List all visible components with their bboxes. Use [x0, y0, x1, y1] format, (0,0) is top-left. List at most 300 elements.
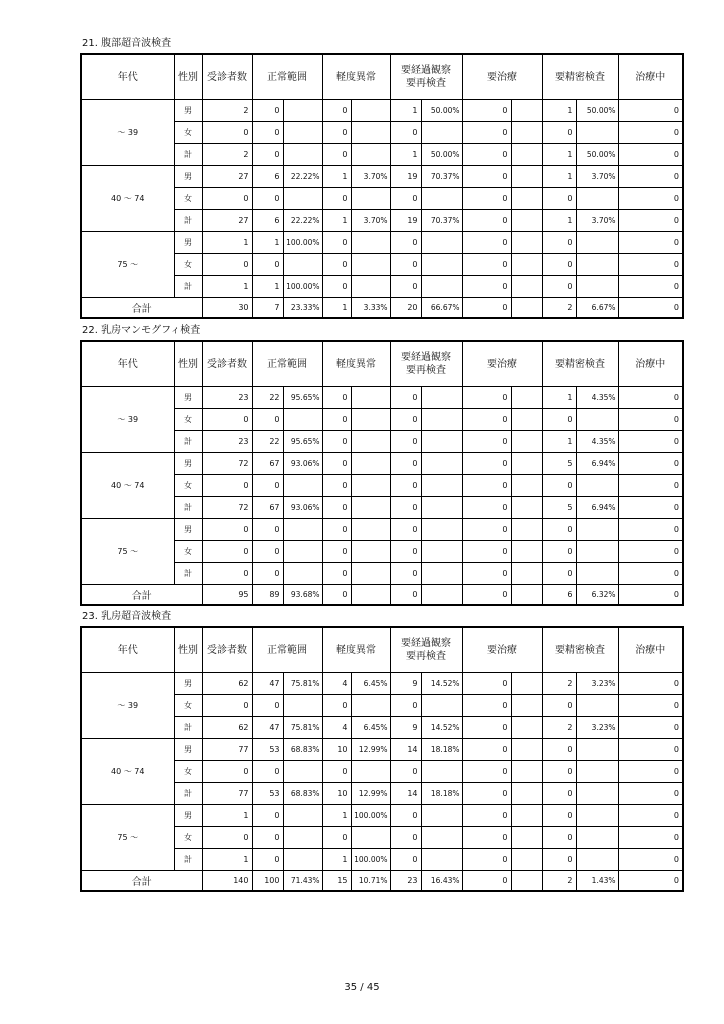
percent-cell-mild	[351, 475, 390, 497]
count-cell-mild: 0	[322, 409, 351, 431]
count-cell-treat: 0	[462, 541, 511, 563]
count-cell-n: 23	[202, 387, 252, 409]
count-cell-n: 0	[202, 563, 252, 585]
table-row	[81, 232, 683, 254]
total-count-obs: 0	[390, 585, 421, 606]
percent-cell-det: 50.00%	[576, 100, 618, 122]
total-count-mild: 15	[322, 871, 351, 892]
count-cell-under: 0	[618, 100, 683, 122]
total-count-obs: 20	[390, 298, 421, 319]
count-cell-mild: 10	[322, 783, 351, 805]
total-label: 合計	[81, 871, 202, 892]
total-percent-normal: 71.43%	[283, 871, 322, 892]
count-cell-n: 0	[202, 409, 252, 431]
count-cell-normal: 0	[252, 409, 283, 431]
header-mild: 軽度異常	[322, 627, 390, 673]
percent-cell-treat	[511, 475, 542, 497]
count-cell-treat: 0	[462, 453, 511, 475]
count-cell-obs: 0	[390, 254, 421, 276]
percent-cell-mild	[351, 519, 390, 541]
count-cell-under: 0	[618, 849, 683, 871]
percent-cell-mild	[351, 541, 390, 563]
percent-cell-mild	[351, 122, 390, 144]
total-count-under: 0	[618, 298, 683, 319]
percent-cell-treat	[511, 276, 542, 298]
percent-cell-obs	[421, 409, 462, 431]
count-cell-treat: 0	[462, 849, 511, 871]
count-cell-obs: 1	[390, 144, 421, 166]
header-observe	[390, 627, 462, 673]
sex-cell: 女	[174, 254, 202, 276]
percent-cell-normal	[283, 849, 322, 871]
sex-cell: 男	[174, 166, 202, 188]
total-percent-mild: 10.71%	[351, 871, 390, 892]
count-cell-under: 0	[618, 188, 683, 210]
count-cell-under: 0	[618, 276, 683, 298]
count-cell-under: 0	[618, 166, 683, 188]
count-cell-n: 2	[202, 144, 252, 166]
sex-cell: 男	[174, 453, 202, 475]
count-cell-obs: 0	[390, 541, 421, 563]
sex-cell: 計	[174, 717, 202, 739]
count-cell-treat: 0	[462, 783, 511, 805]
total-label: 合計	[81, 585, 202, 606]
count-cell-n: 0	[202, 122, 252, 144]
percent-cell-treat	[511, 739, 542, 761]
count-cell-under: 0	[618, 805, 683, 827]
age-group-cell: ～ 39	[81, 100, 174, 166]
header-observe-line2: 要再検査	[406, 365, 446, 376]
count-cell-det: 0	[542, 475, 576, 497]
percent-cell-obs	[421, 387, 462, 409]
total-count-mild: 1	[322, 298, 351, 319]
header-age: 年代	[81, 54, 174, 100]
count-cell-obs: 0	[390, 431, 421, 453]
count-cell-under: 0	[618, 695, 683, 717]
total-count-under: 0	[618, 871, 683, 892]
header-normal: 正常範囲	[252, 54, 322, 100]
sex-cell: 女	[174, 122, 202, 144]
count-cell-under: 0	[618, 409, 683, 431]
count-cell-obs: 9	[390, 717, 421, 739]
percent-cell-det	[576, 188, 618, 210]
header-sex: 性別	[174, 54, 202, 100]
percent-cell-treat	[511, 805, 542, 827]
count-cell-mild: 0	[322, 144, 351, 166]
percent-cell-obs: 18.18%	[421, 783, 462, 805]
percent-cell-mild	[351, 563, 390, 585]
percent-cell-mild: 6.45%	[351, 673, 390, 695]
header-age: 年代	[81, 341, 174, 387]
count-cell-treat: 0	[462, 387, 511, 409]
percent-cell-det: 50.00%	[576, 144, 618, 166]
percent-cell-obs: 14.52%	[421, 673, 462, 695]
percent-cell-normal: 22.22%	[283, 210, 322, 232]
count-cell-n: 1	[202, 232, 252, 254]
header-sex: 性別	[174, 341, 202, 387]
percent-cell-obs: 18.18%	[421, 739, 462, 761]
count-cell-treat: 0	[462, 673, 511, 695]
count-cell-n: 0	[202, 475, 252, 497]
sex-cell: 男	[174, 805, 202, 827]
total-percent-treat	[511, 585, 542, 606]
sex-cell: 計	[174, 497, 202, 519]
count-cell-normal: 0	[252, 563, 283, 585]
count-cell-normal: 0	[252, 100, 283, 122]
count-cell-n: 72	[202, 497, 252, 519]
header-examinees: 受診者数	[202, 627, 252, 673]
total-percent-mild: 3.33%	[351, 298, 390, 319]
count-cell-det: 0	[542, 783, 576, 805]
percent-cell-normal: 95.65%	[283, 431, 322, 453]
total-count-n: 140	[202, 871, 252, 892]
header-under-treatment: 治療中	[618, 341, 683, 387]
count-cell-n: 0	[202, 254, 252, 276]
count-cell-n: 27	[202, 210, 252, 232]
total-percent-obs: 66.67%	[421, 298, 462, 319]
count-cell-normal: 0	[252, 144, 283, 166]
count-cell-normal: 67	[252, 453, 283, 475]
header-row	[81, 341, 683, 387]
percent-cell-normal	[283, 805, 322, 827]
count-cell-treat: 0	[462, 695, 511, 717]
header-observe-line1: 要経過観察	[401, 65, 451, 76]
percent-cell-mild: 6.45%	[351, 717, 390, 739]
count-cell-normal: 0	[252, 475, 283, 497]
results-table	[80, 340, 684, 606]
percent-cell-mild	[351, 431, 390, 453]
count-cell-det: 5	[542, 453, 576, 475]
count-cell-det: 0	[542, 827, 576, 849]
percent-cell-treat	[511, 717, 542, 739]
percent-cell-normal: 100.00%	[283, 232, 322, 254]
count-cell-under: 0	[618, 717, 683, 739]
percent-cell-det	[576, 475, 618, 497]
count-cell-det: 5	[542, 497, 576, 519]
percent-cell-det	[576, 232, 618, 254]
percent-cell-det	[576, 783, 618, 805]
percent-cell-treat	[511, 541, 542, 563]
count-cell-treat: 0	[462, 144, 511, 166]
count-cell-treat: 0	[462, 122, 511, 144]
percent-cell-normal	[283, 761, 322, 783]
percent-cell-mild	[351, 761, 390, 783]
count-cell-normal: 0	[252, 541, 283, 563]
percent-cell-obs	[421, 475, 462, 497]
count-cell-n: 0	[202, 695, 252, 717]
count-cell-treat: 0	[462, 739, 511, 761]
count-cell-treat: 0	[462, 431, 511, 453]
table-row	[81, 100, 683, 122]
total-count-normal: 89	[252, 585, 283, 606]
total-percent-normal: 93.68%	[283, 585, 322, 606]
count-cell-normal: 1	[252, 276, 283, 298]
percent-cell-mild	[351, 254, 390, 276]
percent-cell-normal	[283, 100, 322, 122]
count-cell-under: 0	[618, 475, 683, 497]
count-cell-under: 0	[618, 673, 683, 695]
header-treatment: 要治療	[462, 627, 542, 673]
count-cell-normal: 0	[252, 122, 283, 144]
count-cell-obs: 0	[390, 827, 421, 849]
header-under-treatment: 治療中	[618, 54, 683, 100]
count-cell-normal: 0	[252, 254, 283, 276]
count-cell-normal: 6	[252, 210, 283, 232]
count-cell-det: 1	[542, 431, 576, 453]
percent-cell-det	[576, 739, 618, 761]
count-cell-treat: 0	[462, 100, 511, 122]
age-group-cell: 40 ～ 74	[81, 166, 174, 232]
count-cell-n: 0	[202, 188, 252, 210]
percent-cell-det	[576, 695, 618, 717]
count-cell-det: 0	[542, 541, 576, 563]
percent-cell-treat	[511, 144, 542, 166]
header-observe-line1: 要経過観察	[401, 638, 451, 649]
count-cell-n: 27	[202, 166, 252, 188]
total-count-det: 6	[542, 585, 576, 606]
total-percent-obs: 16.43%	[421, 871, 462, 892]
total-percent-mild	[351, 585, 390, 606]
section-title: 23. 乳房超音波検査	[82, 611, 172, 622]
count-cell-treat: 0	[462, 475, 511, 497]
percent-cell-obs	[421, 849, 462, 871]
count-cell-det: 0	[542, 849, 576, 871]
percent-cell-normal	[283, 519, 322, 541]
header-observe-line1: 要経過観察	[401, 352, 451, 363]
percent-cell-det	[576, 276, 618, 298]
count-cell-mild: 0	[322, 827, 351, 849]
count-cell-treat: 0	[462, 188, 511, 210]
count-cell-det: 0	[542, 739, 576, 761]
percent-cell-treat	[511, 254, 542, 276]
count-cell-under: 0	[618, 541, 683, 563]
percent-cell-mild	[351, 188, 390, 210]
count-cell-det: 0	[542, 409, 576, 431]
age-group-cell: 75 ～	[81, 232, 174, 298]
percent-cell-normal: 68.83%	[283, 739, 322, 761]
table-row	[81, 519, 683, 541]
percent-cell-obs	[421, 563, 462, 585]
percent-cell-normal: 68.83%	[283, 783, 322, 805]
total-count-treat: 0	[462, 871, 511, 892]
percent-cell-det: 3.70%	[576, 210, 618, 232]
count-cell-mild: 0	[322, 519, 351, 541]
percent-cell-normal	[283, 144, 322, 166]
total-count-obs: 23	[390, 871, 421, 892]
count-cell-obs: 0	[390, 276, 421, 298]
percent-cell-det	[576, 761, 618, 783]
count-cell-det: 0	[542, 519, 576, 541]
percent-cell-det	[576, 409, 618, 431]
count-cell-treat: 0	[462, 166, 511, 188]
total-count-n: 95	[202, 585, 252, 606]
count-cell-mild: 0	[322, 453, 351, 475]
count-cell-det: 0	[542, 761, 576, 783]
percent-cell-normal: 93.06%	[283, 453, 322, 475]
count-cell-obs: 0	[390, 453, 421, 475]
count-cell-under: 0	[618, 387, 683, 409]
count-cell-det: 0	[542, 254, 576, 276]
count-cell-normal: 0	[252, 188, 283, 210]
percent-cell-det	[576, 849, 618, 871]
percent-cell-det: 3.23%	[576, 673, 618, 695]
sex-cell: 計	[174, 276, 202, 298]
percent-cell-treat	[511, 563, 542, 585]
total-percent-det: 6.32%	[576, 585, 618, 606]
age-group-cell: ～ 39	[81, 673, 174, 739]
percent-cell-obs	[421, 453, 462, 475]
count-cell-treat: 0	[462, 232, 511, 254]
total-count-det: 2	[542, 871, 576, 892]
count-cell-det: 0	[542, 122, 576, 144]
count-cell-obs: 0	[390, 497, 421, 519]
count-cell-mild: 1	[322, 166, 351, 188]
count-cell-treat: 0	[462, 254, 511, 276]
count-cell-normal: 0	[252, 695, 283, 717]
percent-cell-mild: 12.99%	[351, 783, 390, 805]
header-age: 年代	[81, 627, 174, 673]
header-examinees: 受診者数	[202, 54, 252, 100]
percent-cell-obs	[421, 254, 462, 276]
count-cell-mild: 4	[322, 717, 351, 739]
header-treatment: 要治療	[462, 341, 542, 387]
count-cell-mild: 0	[322, 761, 351, 783]
count-cell-obs: 0	[390, 122, 421, 144]
results-table	[80, 53, 684, 319]
count-cell-normal: 0	[252, 805, 283, 827]
count-cell-treat: 0	[462, 519, 511, 541]
percent-cell-obs	[421, 122, 462, 144]
percent-cell-obs	[421, 188, 462, 210]
count-cell-normal: 53	[252, 783, 283, 805]
percent-cell-obs: 14.52%	[421, 717, 462, 739]
sex-cell: 男	[174, 387, 202, 409]
count-cell-treat: 0	[462, 805, 511, 827]
percent-cell-normal: 93.06%	[283, 497, 322, 519]
count-cell-treat: 0	[462, 409, 511, 431]
header-under-treatment: 治療中	[618, 627, 683, 673]
count-cell-under: 0	[618, 739, 683, 761]
count-cell-normal: 0	[252, 827, 283, 849]
sex-cell: 男	[174, 673, 202, 695]
percent-cell-mild	[351, 387, 390, 409]
percent-cell-normal	[283, 827, 322, 849]
count-cell-obs: 19	[390, 166, 421, 188]
percent-cell-mild: 3.70%	[351, 210, 390, 232]
count-cell-obs: 0	[390, 387, 421, 409]
count-cell-under: 0	[618, 783, 683, 805]
percent-cell-treat	[511, 122, 542, 144]
percent-cell-treat	[511, 827, 542, 849]
sex-cell: 男	[174, 519, 202, 541]
count-cell-mild: 0	[322, 695, 351, 717]
total-count-treat: 0	[462, 585, 511, 606]
age-group-cell: 75 ～	[81, 805, 174, 871]
percent-cell-det: 6.94%	[576, 497, 618, 519]
sex-cell: 計	[174, 210, 202, 232]
sex-cell: 計	[174, 849, 202, 871]
header-examinees: 受診者数	[202, 341, 252, 387]
total-label: 合計	[81, 298, 202, 319]
sex-cell: 計	[174, 563, 202, 585]
percent-cell-normal: 75.81%	[283, 673, 322, 695]
percent-cell-treat	[511, 849, 542, 871]
count-cell-mild: 0	[322, 563, 351, 585]
sex-cell: 女	[174, 188, 202, 210]
count-cell-under: 0	[618, 519, 683, 541]
count-cell-n: 0	[202, 827, 252, 849]
percent-cell-treat	[511, 100, 542, 122]
count-cell-under: 0	[618, 761, 683, 783]
percent-cell-normal	[283, 409, 322, 431]
total-percent-treat	[511, 298, 542, 319]
header-sex: 性別	[174, 627, 202, 673]
count-cell-n: 2	[202, 100, 252, 122]
sex-cell: 女	[174, 541, 202, 563]
count-cell-treat: 0	[462, 827, 511, 849]
count-cell-obs: 0	[390, 849, 421, 871]
total-count-mild: 0	[322, 585, 351, 606]
percent-cell-det: 6.94%	[576, 453, 618, 475]
percent-cell-det	[576, 519, 618, 541]
percent-cell-det	[576, 563, 618, 585]
count-cell-under: 0	[618, 431, 683, 453]
count-cell-n: 1	[202, 805, 252, 827]
count-cell-det: 0	[542, 276, 576, 298]
count-cell-obs: 0	[390, 519, 421, 541]
percent-cell-det	[576, 122, 618, 144]
count-cell-normal: 6	[252, 166, 283, 188]
count-cell-treat: 0	[462, 210, 511, 232]
header-mild: 軽度異常	[322, 341, 390, 387]
percent-cell-treat	[511, 673, 542, 695]
count-cell-normal: 53	[252, 739, 283, 761]
percent-cell-det	[576, 541, 618, 563]
percent-cell-treat	[511, 761, 542, 783]
count-cell-n: 77	[202, 739, 252, 761]
count-cell-obs: 1	[390, 100, 421, 122]
count-cell-det: 1	[542, 210, 576, 232]
percent-cell-normal	[283, 122, 322, 144]
header-normal: 正常範囲	[252, 627, 322, 673]
count-cell-under: 0	[618, 144, 683, 166]
count-cell-normal: 22	[252, 431, 283, 453]
count-cell-under: 0	[618, 210, 683, 232]
percent-cell-obs: 70.37%	[421, 166, 462, 188]
count-cell-treat: 0	[462, 497, 511, 519]
total-row	[81, 585, 683, 606]
percent-cell-obs	[421, 761, 462, 783]
count-cell-under: 0	[618, 232, 683, 254]
percent-cell-normal	[283, 563, 322, 585]
count-cell-mild: 0	[322, 232, 351, 254]
percent-cell-treat	[511, 409, 542, 431]
percent-cell-obs	[421, 497, 462, 519]
percent-cell-mild: 3.70%	[351, 166, 390, 188]
percent-cell-det	[576, 805, 618, 827]
count-cell-obs: 9	[390, 673, 421, 695]
total-count-det: 2	[542, 298, 576, 319]
percent-cell-mild: 100.00%	[351, 805, 390, 827]
count-cell-det: 0	[542, 695, 576, 717]
total-percent-treat	[511, 871, 542, 892]
count-cell-under: 0	[618, 453, 683, 475]
table-row	[81, 805, 683, 827]
sex-cell: 女	[174, 761, 202, 783]
sex-cell: 男	[174, 100, 202, 122]
percent-cell-mild	[351, 453, 390, 475]
percent-cell-treat	[511, 453, 542, 475]
